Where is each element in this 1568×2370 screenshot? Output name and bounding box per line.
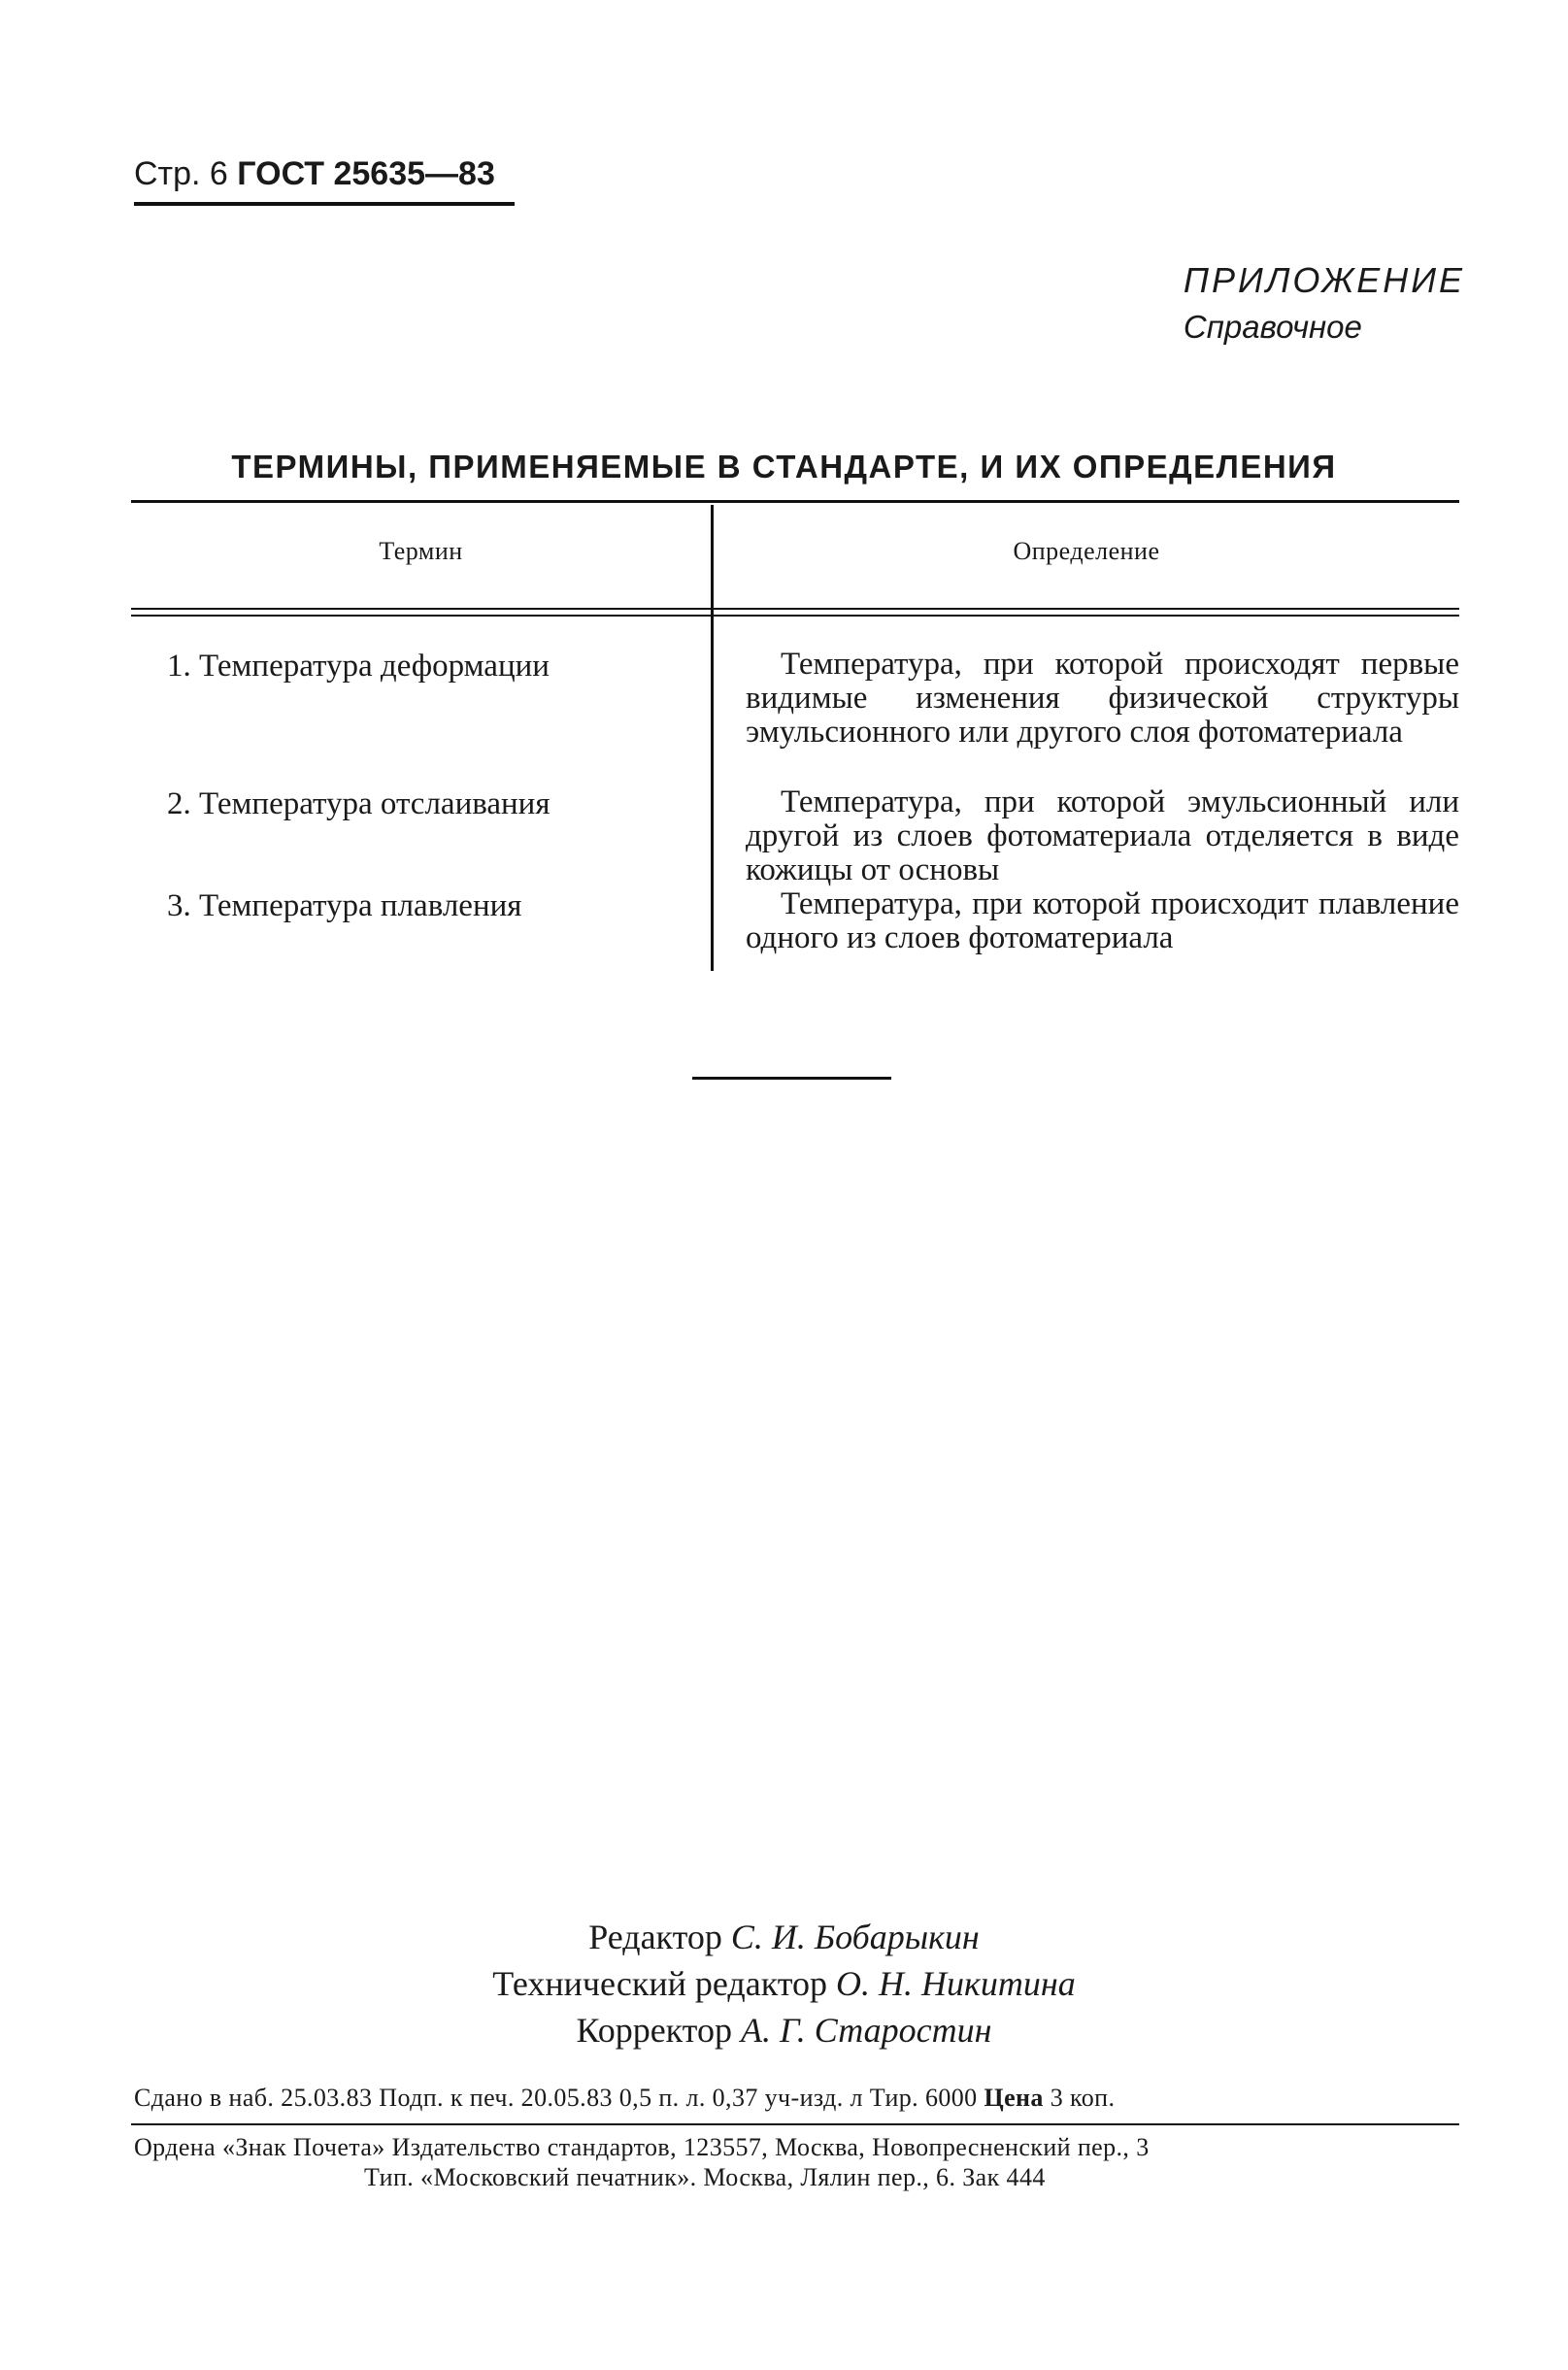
table-row-term: 3. Температура плавления	[167, 888, 522, 923]
credit-editor: Редактор С. И. Бобарыкин	[588, 1918, 980, 1956]
standard-number: ГОСТ 25635—83	[237, 155, 495, 192]
appendix-subtitle: Справочное	[1183, 309, 1362, 345]
credit-tech-editor: Технический редактор О. Н. Никитина	[492, 1964, 1076, 2003]
header-underline	[134, 202, 515, 206]
table-top-rule	[131, 500, 1459, 503]
table-row-term: 2. Температура отслаивания	[167, 786, 550, 821]
page-label: Стр. 6	[134, 155, 228, 192]
table-row-term: 1. Температура деформации	[167, 649, 550, 684]
column-header-term: Термин	[379, 537, 463, 565]
table-row-definition: Температура, при которой эмульсионный или другой из слоев фотоматериала отделяется в виде кожицы от основы	[746, 784, 1459, 887]
table-column-divider	[711, 505, 714, 971]
credit-proofreader: Корректор А. Г. Старостин	[576, 2011, 992, 2050]
table-row-definition: Температура, при которой происходит плавление одного из слоев фотоматериала	[746, 886, 1459, 955]
appendix-title: ПРИЛОЖЕНИЕ	[1183, 260, 1465, 300]
imprint-line-1: Сдано в наб. 25.03.83 Подп. к печ. 20.05.83 0,5 п. л. 0,37 уч-изд. л Тир. 6000 Цена 3 коп.	[134, 2084, 1116, 2112]
imprint-line-2: Ордена «Знак Почета» Издательство стандартов, 123557, Москва, Новопресненский пер., 3	[134, 2133, 1150, 2161]
section-title: ТЕРМИНЫ, ПРИМЕНЯЕМЫЕ В СТАНДАРТЕ, И ИХ ОПРЕДЕЛЕНИЯ	[231, 449, 1337, 484]
column-header-definition: Определение	[1013, 537, 1160, 565]
appendix-label	[1184, 260, 1465, 346]
imprint-line-3: Тип. «Московский печатник». Москва, Лялин пер., 6. Зак 444	[364, 2163, 1046, 2191]
page-header	[134, 155, 495, 193]
table-header-rule	[131, 608, 1459, 610]
table-row-definition: Температура, при которой происходят первые видимые изменения физической структуры эмульсионного или другого слоя фотоматериала	[746, 647, 1459, 750]
end-of-section-rule	[692, 1077, 891, 1080]
imprint-rule	[131, 2123, 1459, 2125]
table-header-rule-double	[131, 615, 1459, 617]
